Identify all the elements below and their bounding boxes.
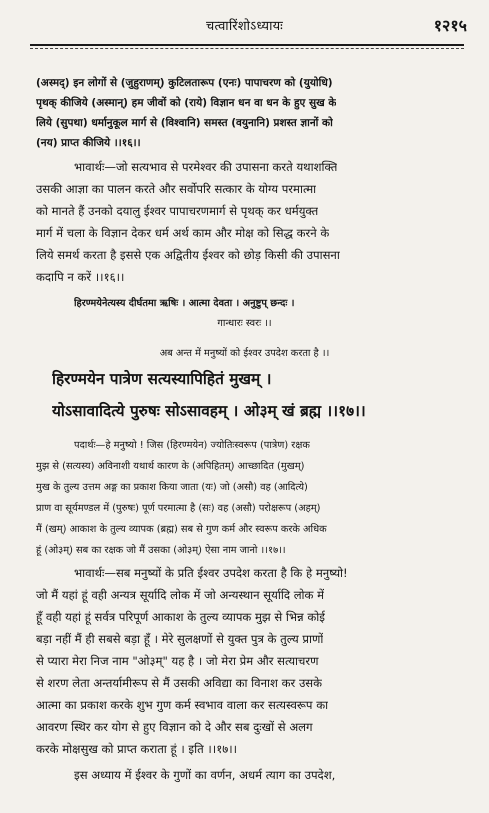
bhavartha16-line: लिये समर्थ करता है इससे एक अद्वितीय ईश्वर को छोड़ किसी की उपासना xyxy=(36,248,340,262)
closing-line: इस अध्याय में ईश्वर के गुणों का वर्णन, अधर्म त्याग का उपदेश, xyxy=(74,768,336,782)
padartha16-line: (अस्मद्) इन लोगों से (जुहुराणम्) कुटिलतारूप (एनः) पापाचरण को (युयोधि) xyxy=(36,77,333,89)
bhavartha16-line: मार्ग में चला के विज्ञान देकर धर्म अर्थ काम और मोक्ष को सिद्ध करने के xyxy=(36,226,330,240)
padartha17-line: मुख के तुल्य उत्तम अङ्ग का प्रकाश किया जाता (यः) जो (असौ) वह (आदित्ये) xyxy=(36,482,308,493)
svara-line: गान्धारः स्वरः ।। xyxy=(217,318,272,329)
bhavartha16-line: भावार्थः—जो सत्यभाव से परमेश्वर की उपासना करते यथाशक्ति xyxy=(74,160,338,174)
bhavartha17-line: से प्यारा मेरा निज नाम "ओ३म्" यह है । जो मेरा प्रेम और सत्याचरण xyxy=(36,654,319,668)
bhavartha17-line: आत्मा का प्रकाश करके शुभ गुण कर्म स्वभाव वाला कर सत्यस्वरूप का xyxy=(36,698,329,712)
padartha16-line: पृथक् कीजिये (अस्मान्) हम जीवों को (राये) विज्ञान धन वा धन के हुए सुख के xyxy=(36,97,337,109)
header-rule xyxy=(30,44,464,46)
bhavartha17-line: भावार्थः—सब मनुष्यों के प्रति ईश्वर उपदेश करता है कि हे मनुष्यो! xyxy=(74,566,348,580)
header-rule-dashed xyxy=(30,48,464,49)
padartha17-line: पदार्थः—हे मनुष्यो ! जिस (हिरण्मयेन) ज्योतिःस्वरूप (पात्रेण) रक्षक xyxy=(74,440,310,451)
bhavartha16-line: को मानते हैं उनको दयालु ईश्वर पापाचरणमार्ग से पृथक् कर धर्मयुक्त xyxy=(36,204,319,218)
intro-line: अब अन्त में मनुष्यों को ईश्वर उपदेश करता है ।। xyxy=(159,348,330,359)
bhavartha17-line: जो मैं यहां हूं वही अन्यत्र सूर्यादि लोक में जो अन्यस्थान सूर्यादि लोक में xyxy=(36,588,325,602)
bhavartha17-line: आवरण स्थिर कर योग से हुए विज्ञान को दे और सब दुःखों से अलग xyxy=(36,720,313,734)
mantra-line: हिरण्मयेन पात्रेण सत्यस्यापिहितं मुखम् । xyxy=(52,370,272,388)
bhavartha17-line: से शरण लेता अन्तर्यामीरूप से मैं उसकी अविद्या का विनाश कर उसके xyxy=(36,676,323,690)
padartha17-line: मैं (खम्) आकाश के तुल्य व्यापक (ब्रह्म) सब से गुण कर्म और स्वरूप करके अधिक xyxy=(36,524,327,535)
mantra-line: योऽसावादित्ये पुरुषः सोऽसावहम् । ओ३म् खं ब्रह्म ।।१७।। xyxy=(52,402,366,420)
chapter-title: चत्वारिंशोऽध्यायः xyxy=(205,19,284,34)
padartha16-line: (नय) प्राप्त कीजिये ।।१६।। xyxy=(36,137,141,149)
padartha17-line: प्राण वा सूर्यमण्डल में (पुरुषः) पूर्ण परमात्मा है (सः) वह (असौ) परोक्षरूप (अहम्) xyxy=(36,503,321,514)
padartha16-line: लिये (सुपथा) धर्मानुकूल मार्ग से (विश्वानि) समस्त (वयुनानि) प्रशस्त ज्ञानों को xyxy=(36,117,333,129)
bhavartha17-line: बड़ा नहीं मैं ही सबसे बड़ा हूँ । मेरे सुलक्षणों से युक्त पुत्र के तुल्य प्राणों xyxy=(36,632,324,646)
bhavartha16-line: कदापि न करें ।।१६।। xyxy=(36,270,125,284)
padartha17-line: मुझ से (सत्यस्य) अविनाशी यथार्थ कारण के (अपिहितम्) आच्छादित (मुखम्) xyxy=(36,461,305,472)
page-number: १२१५ xyxy=(433,16,467,35)
bhavartha16-line: उसकी आज्ञा का पालन करते और सर्वोपरि सत्कार के योग्य परमात्मा xyxy=(36,182,317,196)
rishi-devata-line: हिरण्मयेनेत्यस्य दीर्घतमा ऋषिः । आत्मा देवता । अनुष्टुप् छन्दः । xyxy=(74,298,295,309)
padartha17-line: हूं (ओ३म्) सब का रक्षक जो मैं उसका (ओ३म्) ऐसा नाम जानो ।।१७।। xyxy=(36,545,286,556)
bhavartha17-line: हूँ वही यहां हूं सर्वत्र परिपूर्ण आकाश के तुल्य व्यापक मुझ से भिन्न कोई xyxy=(36,610,325,624)
bhavartha17-line: करके मोक्षसुख को प्राप्त कराता हूं । इति ।।१७।। xyxy=(36,742,238,756)
page-header xyxy=(0,14,489,38)
